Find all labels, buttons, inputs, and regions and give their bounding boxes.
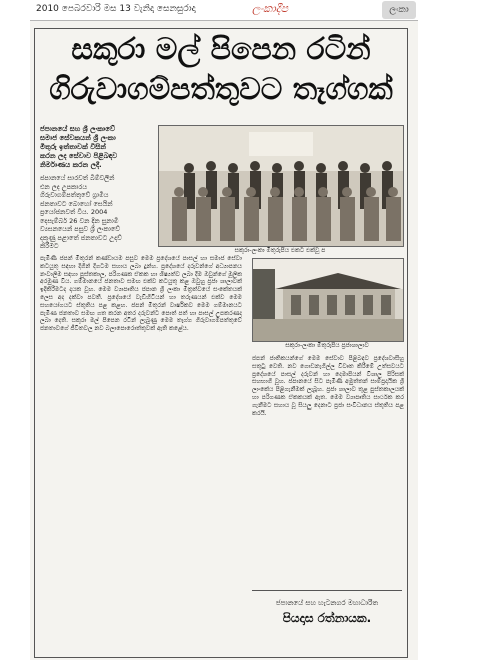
issue-date: 2010 පෙබරවාරි මස 13 වැනිදා සෙනසුරාදා	[36, 4, 196, 14]
group-photo	[158, 125, 404, 247]
group-photo-caption: සකුරා-ලංකා මිතුරුපිය එකට එක්වූ ප	[234, 247, 326, 254]
headline-line-1: සකුරා මල් පිපෙන රටින්	[71, 32, 371, 67]
building-photo-caption: සකුරා-ලංකා මිතුරුපිය ප්‍රජාශාලාව	[285, 342, 369, 349]
newspaper-page	[30, 0, 418, 660]
body-text-right: ජපන් ජාතිකයන්ගේ මෙම සේවාව පිළිබඳව ප්‍රදේශවාසීහු සතුටු වෙති. නව ගොඩනැගිල්ල විවෘත කිරීමේ උත්සවයට ප්‍රදේශයේ පාසල් දරුවන් හා දෙමාපියන් විශාල පිරිසක් සහභාගි වූහ. ජපානයේ සිට පැමිණි අමුත්තන් සාම්ප්‍රදායික ශ්‍රී ලාංකේය පිළිගැනීමක් ලැබූහ. ප්‍රජා ශාලාව තුළ පුස්තකාලයක් හා පරිගණක ඒකකයක් ඇත. මෙම ව්‍යාපෘතිය සාර්ථක කර ගැනීමට සහාය වූ සියලු දෙනාට ප්‍රජා සංවිධානය ස්තූතිය පළ කරයි.	[252, 355, 404, 417]
author-signature	[252, 590, 402, 647]
building-photo	[252, 258, 404, 342]
author-name: පියදාස රත්නායක.	[282, 611, 372, 625]
article-headline	[40, 30, 402, 110]
body-text-left: ජපානයේ සාරවත් බිම්වලින් එන ලද උපකාරය ගිරුවාගම්පත්තුවේ ග්‍රාමීය ජනතාවට බොහෝ සෙයින් ප්‍රයෝජනවත් විය. 2004 දෙසැම්බර් 26 වන දින සුනාමි ව්‍යසනයෙන් පසුව ශ්‍රී ලංකාවේ දකුණු පළාතේ ජනතාවට උදව් කිරීමට	[40, 174, 122, 250]
headline-line-2: ගිරුවාගම්පත්තුවට තෑග්ගක්	[49, 72, 393, 107]
building-photo-image	[253, 259, 403, 341]
body-text-main: පැමිණි ජපන් මිතුරන් කණ්ඩායම පසුව මෙම ප්‍රදේශයේ පාසල් හා සමාජ සේවා කටයුතු සඳහා දිගින් දිගටම සහාය ලබා දුන්හ. ප්‍රදේශයේ දරුවන්ගේ අධ්‍යාපනය නංවාලීම සඳහා පුස්තකාල, පරිගණක ඒකක හා ශිෂ්‍යත්ව ලබා දීම ඔවුන්ගේ මූලික අරමුණ විය. ගම්මානයේ ජනතාව සමඟ එක්ව කටයුතු කළ ඔවුහු ප්‍රජා ශාලාවක් ඉදිකිරීමටද දායක වූහ. මෙම ව්‍යාපෘතිය ජපාන ශ්‍රී ලංකා මිත්‍රත්වයේ සංකේතයක් ලෙස අද දක්වා පවතී. ප්‍රදේශයේ වැඩිහිටියන් හා තරුණයන් එක්ව මෙම සහයෝගයට ස්තූතිය පළ කළහ. ජපන් මිතුරන් වාර්ෂිකව මෙම ගම්මානයට පැමිණ ජනතාව සමඟ ගත කරන අතර දරුවන්ට පොත් පත් හා පාසල් උපකරණද ලබා දෙති. සකුරා මල් පිපෙන රටින් ලැබුණු මෙම තෑග්ග ගිරුවාගම්පත්තුවේ ජනතාවගේ ජීවිතවල නව බලාපොරොත්තුවක් ඇති කළේය.	[40, 255, 242, 333]
group-photo-image	[159, 126, 403, 246]
page-header	[30, 0, 418, 21]
author-role: ජපානයේ සහ හැටනගර මහාධාරිත	[275, 599, 379, 607]
paper-logo: ලංකා	[382, 1, 416, 19]
lead-column	[40, 125, 122, 251]
article-lead: ජපානයේ සහ ශ්‍රී ලංකාවේ සමාජ සේවකයන් ශ්‍රී ලංකා මිතුරු ඉත්තාවක් විසින් කරන ලද සේවාව පිළිබඳව නිර්මාණය කරන ලදී.	[40, 125, 118, 169]
paper-name: ලංකාදීප	[252, 2, 289, 15]
